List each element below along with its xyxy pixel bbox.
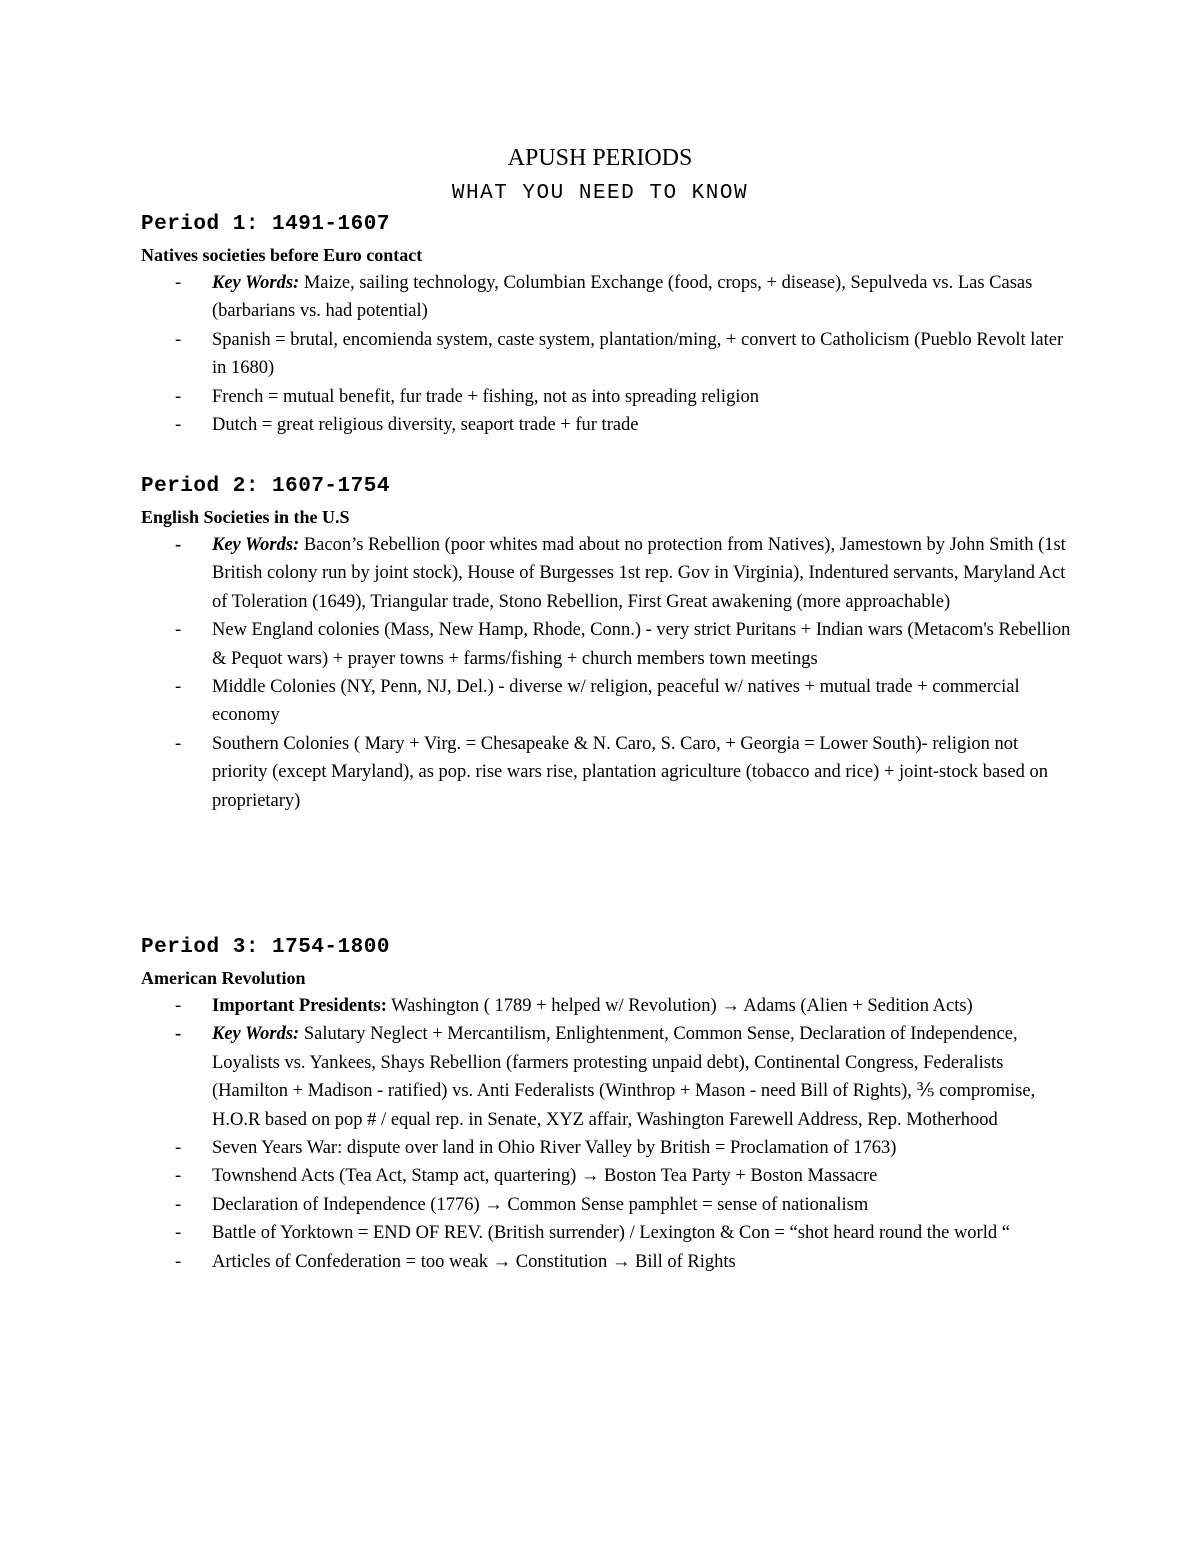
important-presidents-label: Important Presidents: <box>212 996 387 1016</box>
list-item <box>141 992 1071 1020</box>
list-item <box>141 411 1071 439</box>
period-2-section <box>141 473 1071 815</box>
list-item-text: Articles of Confederation = too weak → Constitution → Bill of Rights <box>212 1251 736 1272</box>
list-item <box>141 1219 1071 1247</box>
period-1-list <box>141 269 1071 439</box>
list-item-text: Townshend Acts (Tea Act, Stamp act, quartering) → Boston Tea Party + Boston Massacre <box>212 1166 878 1187</box>
list-item <box>141 1134 1071 1162</box>
period-3-title: Period 3: 1754-1800 <box>141 936 390 959</box>
list-item-text: French = mutual benefit, fur trade + fishing, not as into spreading religion <box>212 386 759 407</box>
bullet-dash: - <box>175 1251 182 1272</box>
list-item-text: Maize, sailing technology, Columbian Exchange (food, crops, + disease), Sepulveda vs. Las Casas (barbarians vs. had potential) <box>212 273 1033 322</box>
bullet-dash: - <box>175 535 182 555</box>
list-item <box>141 673 1071 730</box>
bullet-dash: - <box>175 733 182 754</box>
document-subtitle: WHAT YOU NEED TO KNOW <box>451 182 749 205</box>
period-2-title: Period 2: 1607-1754 <box>141 475 390 498</box>
list-item-text: Bacon’s Rebellion (poor whites mad about no protection from Natives), Jamestown by John Smith (1st British colony run by joint stock), House of Burgesses 1st rep. Gov in Virginia), Indentured servants, Maryland Act of Toleration (1649), Triangular trade, Stono Rebellion, First Great awakening (more approachable) <box>212 535 1066 612</box>
list-item <box>141 1020 1071 1134</box>
document-title: APUSH PERIODS <box>507 145 693 171</box>
bullet-dash: - <box>175 620 182 641</box>
bullet-dash: - <box>175 415 182 436</box>
list-item-text: Dutch = great religious diversity, seaport trade + fur trade <box>212 415 639 436</box>
key-words-label: Key Words: <box>212 535 300 555</box>
list-item-text: Washington ( 1789 + helped w/ Revolution) → Adams (Alien + Sedition Acts) <box>386 996 973 1016</box>
bullet-dash: - <box>175 1194 182 1215</box>
list-item-text: Salutary Neglect + Mercantilism, Enlightenment, Common Sense, Declaration of Independence, Loyalists vs. Yankees, Shays Rebellion (farmers protesting unpaid debt), Continental Congress, Federalists (Hamilton + Madison - ratified) vs. Anti Federalists (Winthrop + Mason - need Bill of Rights), ⅗ compromise, H.O.R based on pop # / equal rep. in Senate, XYZ affair, Washington Farewell Address, Rep. Motherhood <box>212 1024 1036 1130</box>
period-1-section <box>141 211 1071 439</box>
list-item-text: Seven Years War: dispute over land in Ohio River Valley by British = Proclamation of 1763) <box>212 1138 897 1159</box>
list-item-text: New England colonies (Mass, New Hamp, Rhode, Conn.) - very strict Puritans + Indian wars (Metacom's Rebellion & Pequot wars) + prayer towns + farms/fishing + church members town meetings <box>212 620 1071 669</box>
list-item <box>141 616 1071 673</box>
period-2-list <box>141 531 1071 815</box>
bullet-dash: - <box>175 677 182 698</box>
period-2-subtitle: English Societies in the U.S <box>141 507 350 527</box>
key-words-label: Key Words: <box>212 273 300 293</box>
list-item <box>141 1162 1071 1190</box>
list-item-text: Declaration of Independence (1776) → Common Sense pamphlet = sense of nationalism <box>212 1194 869 1215</box>
bullet-dash: - <box>175 329 182 350</box>
bullet-dash: - <box>175 273 182 293</box>
list-item-text: Southern Colonies ( Mary + Virg. = Chesapeake & N. Caro, S. Caro, + Georgia = Lower South)- religion not priority (except Maryland), as pop. rise wars rise, plantation agriculture (tobacco and rice) + joint-stock based on proprietary) <box>212 733 1048 811</box>
bullet-dash: - <box>175 1138 182 1159</box>
list-item-text: Spanish = brutal, encomienda system, caste system, plantation/ming, + convert to Catholicism (Pueblo Revolt later in 1680) <box>212 329 1064 379</box>
bullet-dash: - <box>175 996 182 1016</box>
bullet-dash: - <box>175 386 182 407</box>
period-1-subtitle: Natives societies before Euro contact <box>141 245 423 265</box>
bullet-dash: - <box>175 1223 182 1244</box>
bullet-dash: - <box>175 1166 182 1187</box>
list-item <box>141 269 1071 326</box>
list-item <box>141 326 1071 383</box>
period-3-list <box>141 992 1071 1276</box>
list-item <box>141 531 1071 616</box>
list-item <box>141 1248 1071 1276</box>
key-words-label: Key Words: <box>212 1024 300 1045</box>
list-item <box>141 383 1071 411</box>
list-item <box>141 1191 1071 1219</box>
period-1-title: Period 1: 1491-1607 <box>141 213 390 236</box>
list-item <box>141 730 1071 815</box>
list-item-text: Middle Colonies (NY, Penn, NJ, Del.) - diverse w/ religion, peaceful w/ natives + mutual trade + commercial economy <box>212 677 1020 726</box>
period-3-subtitle: American Revolution <box>141 968 306 988</box>
list-item-text: Battle of Yorktown = END OF REV. (British surrender) / Lexington & Con = “shot heard round the world “ <box>212 1223 1010 1244</box>
bullet-dash: - <box>175 1024 182 1045</box>
period-3-section <box>141 934 1071 1276</box>
